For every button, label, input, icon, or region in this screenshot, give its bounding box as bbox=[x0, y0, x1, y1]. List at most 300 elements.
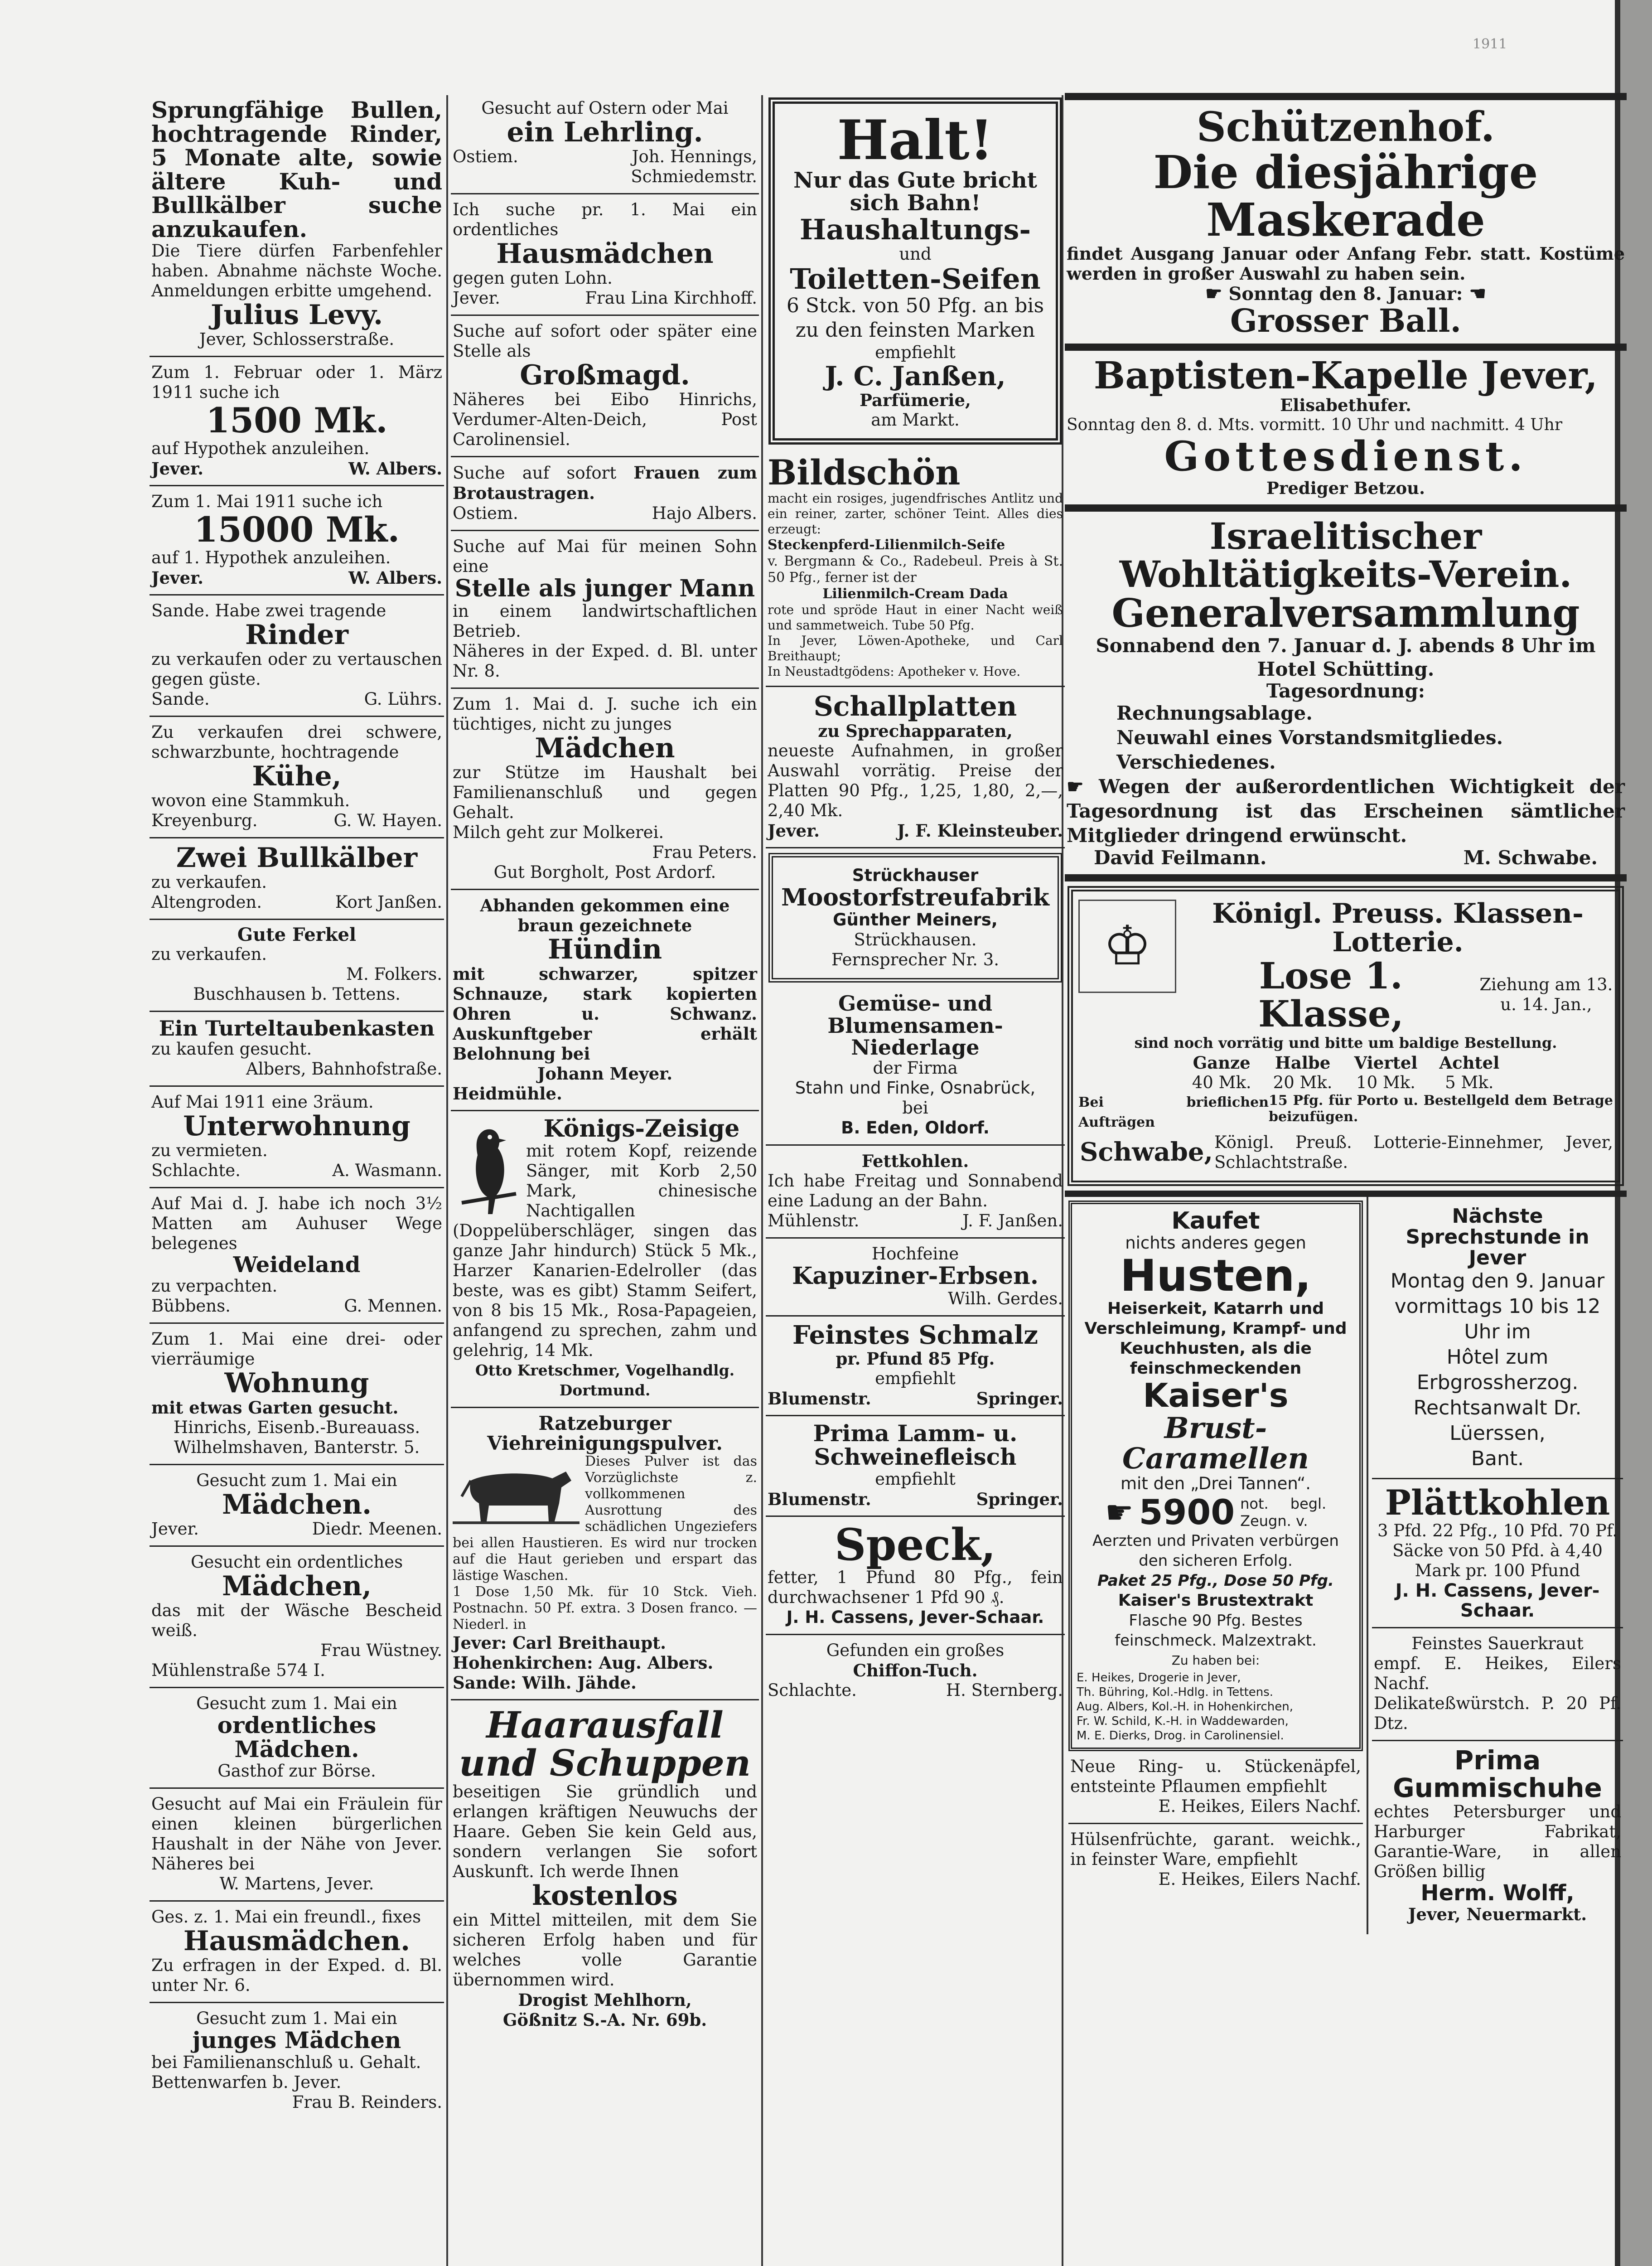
ad-text: Gesucht auf Ostern oder Mai bbox=[481, 98, 729, 118]
ad-address: Heidmühle. bbox=[453, 1083, 562, 1104]
price-cell: 20 Mk. bbox=[1273, 1072, 1333, 1092]
ad-text: Gesucht auf Mai ein Fräulein für einen kleinen bürgerlichen Haushalt in der Nähe von Jever. Näheres bei bbox=[151, 1794, 442, 1874]
ad-ferkel bbox=[150, 920, 444, 1012]
ad-place: Mühlenstr. bbox=[768, 1211, 860, 1231]
ad-text: empfiehlt bbox=[875, 1368, 956, 1388]
ad-address: Mühlenstraße 574 I. bbox=[151, 1661, 325, 1680]
price-header: Achtel bbox=[1439, 1052, 1500, 1073]
ad-headline: Stelle als junger Mann bbox=[454, 575, 755, 602]
ad-text: Ges. z. 1. Mai ein freundl., fixes bbox=[151, 1907, 421, 1927]
ad-product: Brust-Caramellen bbox=[1122, 1411, 1309, 1476]
ad-text: beseitigen Sie gründlich und erlangen kräftigen Neuwuchs der Haare. Geben Sie kein Geld aus, sondern verlangen Sie sofort Auskunft. Ich werde Ihnen bbox=[453, 1782, 757, 1882]
ad-text: mit den „Drei Tannen“. bbox=[1120, 1474, 1311, 1494]
ad-kaiser-caramellen bbox=[1068, 1201, 1363, 1751]
ad-headline: Hausmädchen. bbox=[183, 1925, 411, 1957]
dealer-item: Aug. Albers, Kol.-H. in Hohenkirchen, bbox=[1077, 1700, 1294, 1714]
ad-signature: Frau Lina Kirchhoff. bbox=[585, 288, 757, 308]
ad-signature: Diedr. Meenen. bbox=[312, 1519, 442, 1539]
ad-kuehe bbox=[150, 717, 444, 838]
ad-brand: Kaiser's bbox=[1143, 1376, 1289, 1415]
ad-text: Auf Mai 1911 eine 3räum. bbox=[151, 1092, 374, 1112]
ad-date: Ziehung am 13. u. 14. Jan., bbox=[1479, 974, 1613, 1014]
column-2 bbox=[451, 93, 759, 2036]
ad-address: Jever, Schlosserstraße. bbox=[199, 329, 395, 349]
ad-place: Blumenstr. bbox=[768, 1489, 871, 1509]
ad-rinder bbox=[150, 596, 444, 717]
ad-viehreinigungspulver bbox=[451, 1408, 759, 1700]
ad-place: Kreyenburg. bbox=[151, 810, 258, 830]
ad-maedchen-stuetze bbox=[451, 689, 759, 890]
lower-section bbox=[1065, 1191, 1627, 1935]
dealer-item: Th. Bühring, Kol.-Hdlg. in Tettens. bbox=[1077, 1685, 1274, 1700]
ad-signature: W. Albers. bbox=[348, 567, 442, 588]
ad-headline: Weideland bbox=[233, 1252, 361, 1278]
ad-headline-2: Lose 1. Klasse, bbox=[1258, 954, 1404, 1035]
ad-text: wovon eine Stammkuh. bbox=[151, 790, 350, 810]
ad-address: Elisabethufer. bbox=[1280, 395, 1411, 416]
ad-speck bbox=[766, 1517, 1065, 1636]
price-header: Viertel bbox=[1354, 1052, 1418, 1073]
ad-address: Strückhausen. bbox=[854, 930, 977, 950]
ad-address: Königl. Preuß. Lotterie-Einnehmer, Jever, Schlachtstraße. bbox=[1214, 1132, 1613, 1172]
ad-gemuesesamen bbox=[766, 987, 1065, 1146]
ad-headline: Gemüse- und Blumensamen-Niederlage bbox=[827, 991, 1003, 1060]
ad-place: Jever. bbox=[151, 567, 204, 588]
ad-signature: Kort Janßen. bbox=[335, 892, 442, 912]
ad-headline: Königl. Preuss. Klassen-Lotterie. bbox=[1212, 897, 1584, 958]
ad-place: Jever. bbox=[151, 1519, 199, 1539]
ad-text: auf 1. Hypothek anzuleihen. bbox=[151, 547, 391, 567]
ad-headline: Feinstes Sauerkraut bbox=[1411, 1634, 1584, 1654]
ad-chiffon-tuch bbox=[766, 1635, 1065, 1707]
ad-maedchen-2 bbox=[150, 1547, 444, 1688]
ad-date: Sonnabend den 7. Januar d. J. abends 8 Uhr im Hotel Schütting. bbox=[1096, 634, 1596, 680]
ad-headline: Speck, bbox=[835, 1519, 996, 1570]
ad-location: Hôtel zum Erbgrossherzog. bbox=[1416, 1346, 1579, 1394]
column-rule bbox=[761, 95, 763, 2266]
ad-phone: Fernsprecher Nr. 3. bbox=[831, 950, 1000, 970]
ad-text: Auf Mai d. J. habe ich noch 3½ Matten am Auhuser Wege belegenes bbox=[151, 1193, 442, 1253]
ad-place: Ostiem. bbox=[453, 147, 518, 166]
ad-baptisten-kapelle bbox=[1065, 351, 1627, 512]
ad-address: am Markt. bbox=[871, 410, 960, 430]
ad-dealer: In Jever, Löwen-Apotheke, und Carl Breithaupt; bbox=[768, 633, 1063, 663]
ad-headline: Chiffon-Tuch. bbox=[853, 1661, 978, 1681]
ad-text: not. begl. Zeugn. v. bbox=[1240, 1495, 1327, 1530]
ad-business: Parfümerie, bbox=[860, 390, 971, 410]
ad-text: Gesucht zum 1. Mai ein bbox=[196, 1471, 397, 1491]
ad-gummischuhe bbox=[1372, 1741, 1623, 1931]
ad-signature: Frau Peters. bbox=[652, 842, 757, 862]
ad-text: Gesucht ein ordentliches bbox=[190, 1552, 403, 1572]
ad-text: 3 Pfd. 22 Pfg., 10 Pfd. 70 Pf. Säcke von 50 Pfd. à 4,40 Mark pr. 100 Pfund bbox=[1377, 1521, 1618, 1581]
ad-text: Hülsenfrüchte, garant. weichk., in feinster Ware, empfiehlt bbox=[1070, 1830, 1361, 1869]
ad-unterwohnung bbox=[150, 1087, 444, 1188]
ad-text: 6 Stck. von 50 Pfg. an bis zu den feinsten Marken bbox=[786, 294, 1044, 342]
ad-text: Gefunden ein großes bbox=[826, 1641, 1005, 1661]
ad-text: nichts anderes gegen bbox=[1125, 1233, 1306, 1253]
ad-junges-maedchen bbox=[150, 2003, 444, 2119]
pointing-hand-icon: ☛ bbox=[1205, 282, 1222, 305]
ad-headline: Schützenhof. bbox=[1196, 103, 1495, 151]
ad-schmalz bbox=[766, 1317, 1065, 1416]
ad-signature-2: Schmiedemstr. bbox=[631, 167, 757, 186]
ad-headline: Gute Ferkel bbox=[237, 924, 357, 945]
ad-headline-3: Toiletten-Seifen bbox=[790, 262, 1041, 295]
ad-count: 5900 bbox=[1139, 1492, 1235, 1533]
ad-headline: Sprungfähige Bullen, hochtragende Rinder, 5 Monate alte, sowie ältere Kuh- und Bullkälber suche anzukaufen. bbox=[151, 97, 442, 242]
ad-address: Buschhausen b. Tettens. bbox=[193, 984, 401, 1004]
ad-place: Altengroden. bbox=[151, 892, 262, 912]
dealer-item: E. Heikes, Drogerie in Jever, bbox=[1077, 1671, 1241, 1685]
ad-text: Flasche 90 Pfg. Bestes feinschmeck. Malzextrakt. bbox=[1115, 1612, 1317, 1650]
ad-sauerkraut bbox=[1372, 1628, 1623, 1741]
ad-date: Montag den 9. Januar bbox=[1390, 1269, 1605, 1293]
ad-agenda-title: Tagesordnung: bbox=[1266, 679, 1425, 702]
agenda-item: Rechnungsablage. bbox=[1116, 702, 1313, 724]
ad-headline: Kapuziner-Erbsen. bbox=[792, 1262, 1039, 1290]
ad-text: neueste Aufnahmen, in großer Auswahl vorrätig. Preise der Platten 90 Pfg., 1,25, 1,80, 2,—, 2,40 Mk. bbox=[768, 741, 1063, 820]
ad-signature: David Feilmann. bbox=[1094, 846, 1267, 869]
ad-headline: Schallplatten bbox=[813, 690, 1017, 722]
ad-headline: Halt! bbox=[837, 108, 994, 172]
ad-text: empf. E. Heikes, Eilers Nachf. bbox=[1374, 1654, 1621, 1694]
ad-headline: Moostorfstreufabrik bbox=[781, 883, 1049, 911]
ad-slogan: Nur das Gute bricht sich Bahn! bbox=[793, 168, 1037, 216]
ad-signature: Springer. bbox=[976, 1489, 1063, 1509]
ad-place: Bübbens. bbox=[151, 1296, 231, 1316]
ad-headline: Israelitischer Wohltätigkeits-Verein. bbox=[1119, 514, 1572, 596]
ad-text: Aerzten und Privaten verbürgen den sicheren Erfolg. bbox=[1092, 1532, 1339, 1570]
ad-signature: Albers, Bahnhofstraße. bbox=[246, 1059, 442, 1079]
ad-headline: Bildschön bbox=[768, 452, 961, 493]
ad-sprechstunde bbox=[1372, 1201, 1623, 1480]
ad-address: Gut Borgholt, Post Ardorf. bbox=[493, 862, 716, 882]
ad-headline: Mädchen. bbox=[222, 1489, 372, 1521]
ad-maedchen-1 bbox=[150, 1465, 444, 1547]
ad-headline: Nächste Sprechstunde in Jever bbox=[1406, 1204, 1589, 1270]
ad-fettkohlen bbox=[766, 1146, 1065, 1239]
ad-price: Paket 25 Pfg., Dose 50 Pfg. bbox=[1097, 1572, 1334, 1590]
ad-hausmaedchen bbox=[150, 1902, 444, 2003]
ad-headline-3: Grosser Ball. bbox=[1230, 301, 1462, 339]
pointing-hand-icon: ☛ bbox=[1105, 1494, 1134, 1531]
ad-text: v. Bergmann & Co., Radebeul. Preis à St. 50 Pfg., ferner ist der bbox=[768, 553, 1063, 586]
ad-date: Sonntag den 8. Januar: bbox=[1228, 283, 1463, 305]
dealer-item: M. E. Dierks, Drog. in Carolinensiel. bbox=[1077, 1729, 1284, 1743]
ad-signature: Johann Meyer. bbox=[537, 1063, 673, 1084]
ad-text: Zu verkaufen drei schwere, schwarzbunte, hochtragende bbox=[151, 722, 442, 762]
ad-koenigs-zeisige bbox=[451, 1111, 759, 1409]
ad-time: vormittags 10 bis 12 Uhr im bbox=[1394, 1295, 1601, 1344]
ad-plaettkohlen bbox=[1372, 1479, 1623, 1628]
ad-hypothek-15000 bbox=[150, 486, 444, 596]
ad-text: und bbox=[899, 244, 932, 264]
ad-signature: Rechtsanwalt Dr. Lüerssen, bbox=[1413, 1396, 1582, 1445]
ad-headline: Ein Turteltaubenkasten bbox=[159, 1016, 435, 1041]
ad-place: Jever. bbox=[151, 458, 204, 479]
ad-text: Die Tiere dürfen Farbenfehler haben. Abnahme nächste Woche. Anmeldungen erbitte umgehend. bbox=[151, 241, 442, 300]
ad-headline: Prima Lamm- u. Schweinefleisch bbox=[813, 1419, 1018, 1471]
ad-place: Ostiem. bbox=[453, 504, 518, 523]
ad-signature: Hajo Albers. bbox=[652, 504, 757, 523]
ad-place: Jever. bbox=[453, 288, 500, 308]
ad-text: in einem landwirtschaftlichen Betrieb. bbox=[453, 601, 757, 641]
price-cell: 5 Mk. bbox=[1445, 1072, 1494, 1092]
ad-lammfleisch bbox=[766, 1416, 1065, 1517]
ad-bold-text: zu Sprechapparaten, bbox=[818, 721, 1013, 741]
column-rule bbox=[446, 95, 448, 2266]
ad-signature: Otto Kretschmer, Vogelhandlg. Dortmund. bbox=[475, 1361, 735, 1399]
ad-bullen bbox=[150, 93, 444, 357]
ad-signature: Julius Levy. bbox=[211, 299, 383, 331]
dealer-item: Fr. W. Schild, K.-H. in Waddewarden, bbox=[1077, 1714, 1289, 1729]
ad-text: mit rotem Kopf, reizende Sänger, mit Korb 2,50 Mark, chinesische Nachtigallen (Doppelüberschläger, singen das ganze Jahr hindurch) Stück 5 Mk., Harzer Kanarien-Edelroller (das beste, was es gibt) Stamm Seifert, von 8 bis 15 Mk., Rosa-Papageien, anfangend zu sprechen, zahm und gelehrig, 14 Mk. bbox=[453, 1141, 757, 1361]
ad-signature: E. Heikes, Eilers Nachf. bbox=[1158, 1869, 1361, 1889]
ad-headline-2: Husten, bbox=[1120, 1250, 1311, 1302]
ad-address: Jever, Neuermarkt. bbox=[1408, 1904, 1587, 1925]
ad-headline: Feinstes Schmalz bbox=[792, 1320, 1039, 1350]
ad-headline: Baptisten-Kapelle Jever, bbox=[1093, 354, 1598, 397]
ad-text: zu verpachten. bbox=[151, 1276, 278, 1296]
ad-text: Hochfeine bbox=[871, 1244, 959, 1264]
ad-text: Näheres bei Eibo Hinrichs, Verdumer-Alten-Deich, Post Carolinensiel. bbox=[453, 390, 757, 449]
ad-headline: Plättkohlen bbox=[1385, 1482, 1610, 1523]
ad-text: bei Familienanschluß u. Gehalt. bbox=[151, 2052, 421, 2072]
ad-text: zu verkaufen. bbox=[151, 872, 267, 892]
ad-signature-2: M. Schwabe. bbox=[1463, 846, 1598, 869]
ad-place: Schlachte. bbox=[151, 1160, 241, 1180]
ad-address: Bant. bbox=[1471, 1447, 1524, 1471]
ad-headline: Hündin bbox=[547, 933, 662, 965]
ad-text: Gesucht zum 1. Mai ein bbox=[196, 1694, 397, 1714]
ad-headline: 1500 Mk. bbox=[206, 400, 388, 441]
column-3 bbox=[766, 93, 1065, 1707]
ad-hausmaedchen-lohn bbox=[451, 194, 759, 316]
ad-text: Sande. Habe zwei tragende bbox=[151, 600, 386, 620]
ad-bold-text: Steckenpferd-Lilienmilch-Seife bbox=[768, 537, 1005, 553]
ad-lehrling bbox=[451, 93, 759, 194]
ad-huelsenfruechte bbox=[1068, 1824, 1363, 1896]
ad-weideland bbox=[150, 1188, 444, 1324]
ad-text: Sonntag den 8. d. Mts. vormitt. 10 Uhr und nachmitt. 4 Uhr bbox=[1067, 416, 1563, 435]
ad-signature: B. Eden, Oldorf. bbox=[841, 1118, 990, 1138]
ad-dealer: In Neustadtgödens: Apotheker v. Hove. bbox=[768, 663, 1021, 679]
ad-signature: G. W. Hayen. bbox=[333, 810, 442, 830]
ad-headline: Fettkohlen. bbox=[861, 1151, 969, 1172]
ad-haarausfall bbox=[451, 1700, 759, 2036]
ad-headline: ordentliches Mädchen. bbox=[217, 1712, 377, 1762]
ad-dealer: Hohenkirchen: Aug. Albers. bbox=[453, 1653, 714, 1673]
ad-text: Zum 1. Mai eine drei- oder vierräumige bbox=[151, 1329, 442, 1369]
price-cell: 40 Mk. bbox=[1192, 1072, 1251, 1092]
ad-headline: Kaufet bbox=[1171, 1207, 1260, 1235]
ad-text: Dieses Pulver ist das Vorzüglichste z. vollkommenen Ausrottung des schädlichen Ungeziefers bei allen Haustieren. Es wird nur trocken auf die Haut gerieben und erspart das lästige Waschen. bbox=[453, 1453, 757, 1584]
ad-address: Bettenwarfen b. Jever. bbox=[151, 2072, 342, 2092]
ad-text: sind noch vorrätig und bitte um baldige Bestellung. bbox=[1134, 1034, 1557, 1051]
ad-text: Milch geht zur Molkerei. bbox=[453, 822, 664, 842]
ad-moostorf bbox=[768, 853, 1062, 983]
ad-headline: Prima Gummischuhe bbox=[1393, 1745, 1602, 1804]
ad-signature: W. Albers. bbox=[348, 458, 442, 479]
pointing-hand-icon: ☛ bbox=[1067, 775, 1084, 798]
ad-headline: Ratzeburger Viehreinigungspulver. bbox=[487, 1412, 723, 1455]
ad-text: empfiehlt bbox=[875, 342, 956, 362]
ad-signature: Frau B. Reinders. bbox=[292, 2092, 442, 2112]
ad-bold-text: mit schwarzer, spitzer Schnauze, stark kopierten Ohren u. Schwanz. Auskunftgeber erhält Belohnung bei bbox=[453, 964, 757, 1064]
ad-signature: Schwabe, bbox=[1079, 1137, 1213, 1167]
ad-signature: G. Lührs. bbox=[364, 689, 442, 709]
ad-headline: Haarausfall und Schuppen bbox=[459, 1704, 751, 1785]
ad-signature: Gasthof zur Börse. bbox=[217, 1761, 376, 1781]
ad-wohnung bbox=[150, 1324, 444, 1465]
ad-text: mit etwas Garten gesucht. bbox=[151, 1398, 399, 1418]
ad-signature: J. H. Cassens, Jever-Schaar. bbox=[1395, 1580, 1600, 1622]
ad-maedchen-3 bbox=[150, 1688, 444, 1789]
ad-headline-2: kostenlos bbox=[532, 1880, 678, 1912]
ad-text: Zum 1. Mai 1911 suche ich bbox=[151, 491, 383, 511]
ad-signature: Wilh. Gerdes. bbox=[948, 1288, 1063, 1308]
ad-israelitischer-verein bbox=[1065, 512, 1627, 881]
ad-text: Zum 1. Mai d. J. suche ich ein tüchtiges, nicht zu junges bbox=[453, 694, 757, 734]
ad-text: Delikateßwürstch. P. 20 Pf. Dtz. bbox=[1374, 1694, 1621, 1733]
ad-hypothek-1500 bbox=[150, 357, 444, 486]
corner-mark: 1911 bbox=[1473, 36, 1507, 52]
ad-signature: Drogist Mehlhorn, bbox=[518, 1990, 692, 2010]
ad-text: empfiehlt bbox=[875, 1469, 956, 1489]
ad-signature: J. C. Janßen, bbox=[825, 360, 1006, 392]
ad-junger-mann bbox=[451, 531, 759, 689]
ad-text: fetter, 1 Pfund 80 Pfg., fein durchwachsener 1 Pfd 90 ₰. bbox=[768, 1568, 1063, 1608]
ad-headline: Rinder bbox=[245, 619, 349, 651]
ad-signature: J. F. Kleinsteuber. bbox=[897, 820, 1063, 841]
ad-dealer: Jever: Carl Breithaupt. bbox=[453, 1633, 667, 1653]
ad-place: Jever. bbox=[768, 820, 820, 841]
ad-headline: Zwei Bullkälber bbox=[176, 842, 418, 874]
lower-right bbox=[1368, 1197, 1627, 1935]
ad-signature: J. H. Cassens, Jever-Schaar. bbox=[786, 1608, 1044, 1627]
agenda-item: Verschiedenes. bbox=[1116, 750, 1276, 773]
ad-text: Zu haben bei: bbox=[1171, 1653, 1260, 1668]
ad-text: zu vermieten. bbox=[151, 1140, 268, 1160]
ad-signature: A. Wasmann. bbox=[332, 1160, 442, 1180]
ad-price: pr. Pfund 85 Pfg. bbox=[836, 1348, 995, 1369]
column-4 bbox=[1065, 93, 1627, 1934]
ad-headline-2: Die diesjährige Maskerade bbox=[1153, 145, 1538, 247]
ad-signature: Günther Meiners, bbox=[833, 910, 998, 930]
ad-text: 1 Dose 1,50 Mk. für 10 Stck. Vieh. Postnachn. 50 Pf. extra. 3 Dosen franco. — Niederl. in bbox=[453, 1584, 757, 1633]
ad-place: Schlachte. bbox=[768, 1680, 857, 1700]
ad-brotaustragen bbox=[451, 457, 759, 531]
ad-bold-text: Strückhauser bbox=[852, 865, 979, 885]
cow-illustration bbox=[453, 1453, 580, 1530]
lower-left bbox=[1065, 1197, 1368, 1935]
ad-huendin bbox=[451, 890, 759, 1111]
ad-fraeulein bbox=[150, 1789, 444, 1902]
ad-signature: J. F. Janßen. bbox=[962, 1211, 1063, 1231]
ad-text: zur Stütze im Haushalt bei Familienanschluß und gegen Gehalt. bbox=[453, 762, 757, 822]
ad-headline: Großmagd. bbox=[520, 359, 690, 391]
ad-headline: Mädchen bbox=[535, 732, 675, 764]
ad-text: das mit der Wäsche Bescheid weiß. bbox=[151, 1601, 442, 1641]
ad-text: echtes Petersburger und Harburger Fabrikat, Garantie-Ware, in allen Größen billig bbox=[1374, 1802, 1621, 1882]
ad-signature: W. Martens, Jever. bbox=[219, 1874, 374, 1894]
ad-signature: Hinrichs, Eisenb.-Bureauass. Wilhelmshaven, Banterstr. 5. bbox=[173, 1418, 420, 1457]
crown-coat-of-arms-icon: ♔ bbox=[1078, 900, 1176, 993]
ad-text: Wegen der außerordentlichen Wichtigkeit der Tagesordnung ist das Erscheinen sämtlicher Mitglieder dringend erwünscht. bbox=[1067, 775, 1625, 847]
ad-text: zu verkaufen oder zu vertauschen gegen güste. bbox=[151, 649, 442, 689]
ad-bold-text: Abhanden gekommen eine braun gezeichnete bbox=[480, 895, 730, 935]
ad-headline-2: Haushaltungs- bbox=[799, 213, 1031, 246]
ad-text: Neue Ring- u. Stückenäpfel, entsteinte Pflaumen empfiehlt bbox=[1070, 1757, 1361, 1796]
ad-signature: H. Sternberg. bbox=[946, 1680, 1063, 1700]
ad-text: bei bbox=[902, 1098, 928, 1118]
ad-place: Blumenstr. bbox=[768, 1388, 871, 1409]
ad-text: Suche auf sofort oder später eine Stelle als bbox=[453, 321, 757, 361]
price-header: Ganze bbox=[1193, 1052, 1251, 1073]
ad-text: Suche auf sofort bbox=[453, 463, 617, 483]
ad-text: findet Ausgang Januar oder Anfang Febr. statt. Kostüme werden in großer Auswahl zu haben sein. bbox=[1067, 243, 1625, 284]
ad-bold-text: Lilienmilch-Cream Dada bbox=[822, 586, 1008, 602]
ad-signature: G. Mennen. bbox=[344, 1296, 442, 1316]
ad-text: 15 Pfg. für Porto u. Bestellgeld dem Betrage beizufügen. bbox=[1269, 1092, 1613, 1125]
ad-signature: Herm. Wolff, bbox=[1420, 1880, 1575, 1906]
ad-signature: E. Heikes, Eilers Nachf. bbox=[1158, 1796, 1361, 1816]
ad-signature: Springer. bbox=[976, 1388, 1063, 1409]
ad-schuetzenhof bbox=[1065, 93, 1627, 351]
ad-place: Sande. bbox=[151, 689, 210, 709]
ad-signature: Joh. Hennings, bbox=[632, 147, 757, 166]
price-cell: 10 Mk. bbox=[1356, 1072, 1415, 1092]
ad-text: ein Mittel mitteilen, mit dem Sie sicheren Erfolg haben und für welches volle Garantie übernommen wird. bbox=[453, 1910, 757, 1990]
ad-grossmagd bbox=[451, 316, 759, 457]
ad-signature: Prediger Betzou. bbox=[1266, 478, 1425, 498]
agenda-item: Neuwahl eines Vorstandsmitgliedes. bbox=[1116, 726, 1503, 749]
ad-text: Stahn und Finke, Osnabrück, bbox=[795, 1078, 1036, 1098]
ad-text: Zum 1. Februar oder 1. März 1911 suche ich bbox=[151, 363, 442, 402]
ad-klassen-lotterie bbox=[1068, 886, 1624, 1186]
ad-bold-text: Frauen zum Brotaustragen. bbox=[453, 463, 757, 503]
ad-text: rote und spröde Haut in einer Nacht weiß und sammetweich. Tube 50 Pfg. bbox=[768, 602, 1063, 633]
price-header: Halbe bbox=[1275, 1052, 1331, 1073]
ad-signature: Frau Wüstney. bbox=[320, 1641, 442, 1661]
ad-headline: Unterwohnung bbox=[183, 1110, 411, 1142]
ad-headline: Hausmädchen bbox=[496, 238, 714, 270]
ad-text: Näheres in der Exped. d. Bl. unter Nr. 8. bbox=[453, 641, 757, 681]
ad-turteltauben bbox=[150, 1012, 444, 1087]
ad-headline: junges Mädchen bbox=[192, 2027, 401, 2054]
ad-headline: Mädchen, bbox=[222, 1570, 372, 1603]
ad-product-2: Kaiser's Brustextrakt bbox=[1118, 1591, 1314, 1610]
ad-text: zu kaufen gesucht. bbox=[151, 1039, 312, 1059]
ad-text: der Firma bbox=[873, 1058, 958, 1078]
ad-ringaepfel bbox=[1068, 1751, 1363, 1824]
ad-text: Suche auf Mai für meinen Sohn eine bbox=[453, 537, 757, 576]
ad-text: Bei brieflichen Aufträgen bbox=[1078, 1094, 1269, 1130]
ad-text: Ich habe Freitag und Sonnabend eine Ladung an der Bahn. bbox=[768, 1171, 1063, 1211]
ad-text: zu verkaufen. bbox=[151, 944, 267, 964]
ad-headline: Kühe, bbox=[252, 760, 342, 792]
ad-signature: M. Folkers. bbox=[346, 964, 442, 984]
ad-dealer: Sande: Wilh. Jähde. bbox=[453, 1673, 637, 1693]
pointing-hand-icon: ☚ bbox=[1469, 282, 1487, 305]
ad-text: gegen guten Lohn. bbox=[453, 268, 613, 288]
ad-bullkaelber bbox=[150, 838, 444, 920]
ad-headline: ein Lehrling. bbox=[507, 116, 703, 148]
bird-illustration bbox=[453, 1117, 521, 1216]
ad-headline: Königs-Zeisige bbox=[543, 1114, 740, 1143]
ad-text: Ich suche pr. 1. Mai ein ordentliches bbox=[453, 200, 757, 239]
